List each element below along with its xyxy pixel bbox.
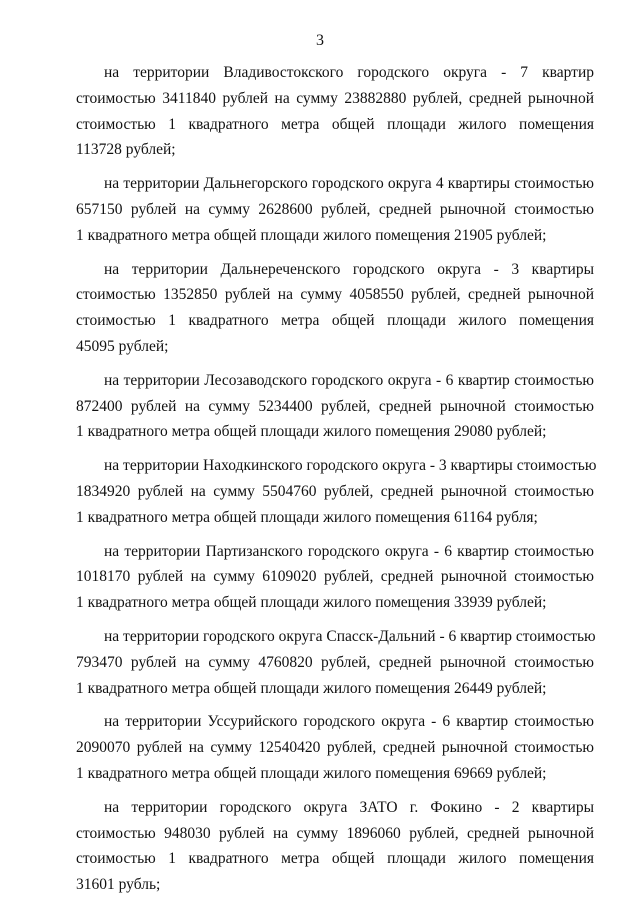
text-line: 1 квадратного метра общей площади жилого помещения 61164 рубля; [76, 508, 538, 526]
text-line: стоимостью 948030 рублей на сумму 1896060 рублей, средней рыночной [76, 824, 594, 842]
text-line: 45095 рублей; [76, 337, 169, 355]
text-line: 2090070 рублей на сумму 12540420 рублей, средней рыночной стоимостью [76, 739, 594, 757]
paragraph-vladivostok [76, 60, 594, 163]
text-line: 1 квадратного метра общей площади жилого помещения 21905 рублей; [76, 226, 547, 244]
paragraph-nakhodka [76, 453, 597, 530]
text-line: 1 квадратного метра общей площади жилого помещения 69669 рублей; [76, 764, 547, 782]
text-line: стоимостью 1 квадратного метра общей площади жилого помещения [76, 850, 594, 868]
text-line: 31601 рубль; [76, 876, 161, 894]
text-line: на территории Партизанского городского округа - 6 квартир стоимостью [104, 542, 594, 560]
text-line: на территории Дальнереченского городского округа - 3 квартиры [104, 260, 594, 278]
text-line: 1834920 рублей на сумму 5504760 рублей, средней рыночной стоимостью [76, 482, 594, 500]
paragraph-dalnerechensk [76, 257, 594, 360]
paragraph-dalnegorsk [76, 171, 594, 248]
paragraph-ussuriysk [76, 709, 594, 786]
text-line: стоимостью 1352850 рублей на сумму 4058550 рублей, средней рыночной [76, 286, 594, 304]
text-line: на территории Владивостокского городского округа - 7 квартир [104, 64, 594, 81]
document-body [76, 60, 597, 906]
text-line: 1018170 рублей на сумму 6109020 рублей, средней рыночной стоимостью [76, 568, 594, 586]
paragraph-fokino [76, 795, 594, 898]
text-line: 657150 рублей на сумму 2628600 рублей, средней рыночной стоимостью [76, 200, 594, 218]
paragraph-spassk-dalny [76, 624, 594, 701]
text-line: 872400 рублей на сумму 5234400 рублей, средней рыночной стоимостью [76, 397, 594, 415]
text-line: 793470 рублей на сумму 4760820 рублей, средней рыночной стоимостью [76, 653, 594, 671]
text-line: на территории городского округа ЗАТО г. Фокино - 2 квартиры [104, 798, 594, 816]
text-line: на территории городского округа Спасск-Дальний - 6 квартир стоимостью [104, 627, 596, 645]
page-number: 3 [316, 32, 324, 49]
paragraph-partizansk [76, 539, 594, 616]
text-line: на территории Находкинского городского округа - 3 квартиры стоимостью [104, 457, 597, 475]
text-line: стоимостью 3411840 рублей на сумму 23882880 рублей, средней рыночной [76, 89, 594, 107]
text-line: на территории Уссурийского городского округа - 6 квартир стоимостью [104, 713, 594, 731]
text-line: на территории Дальнегорского городского округа 4 квартиры стоимостью [104, 175, 594, 193]
text-line: 1 квадратного метра общей площади жилого помещения 26449 рублей; [76, 679, 547, 697]
text-line: стоимостью 1 квадратного метра общей площади жилого помещения [76, 312, 594, 330]
text-line: на территории Лесозаводского городского округа - 6 квартир стоимостью [104, 371, 594, 389]
paragraph-lesozavodsk [76, 368, 594, 445]
text-line: 1 квадратного метра общей площади жилого помещения 29080 рублей; [76, 423, 547, 441]
text-line: стоимостью 1 квадратного метра общей площади жилого помещения [76, 115, 594, 133]
text-line: 113728 рублей; [76, 141, 176, 159]
text-line: 1 квадратного метра общей площади жилого помещения 33939 рублей; [76, 594, 547, 612]
